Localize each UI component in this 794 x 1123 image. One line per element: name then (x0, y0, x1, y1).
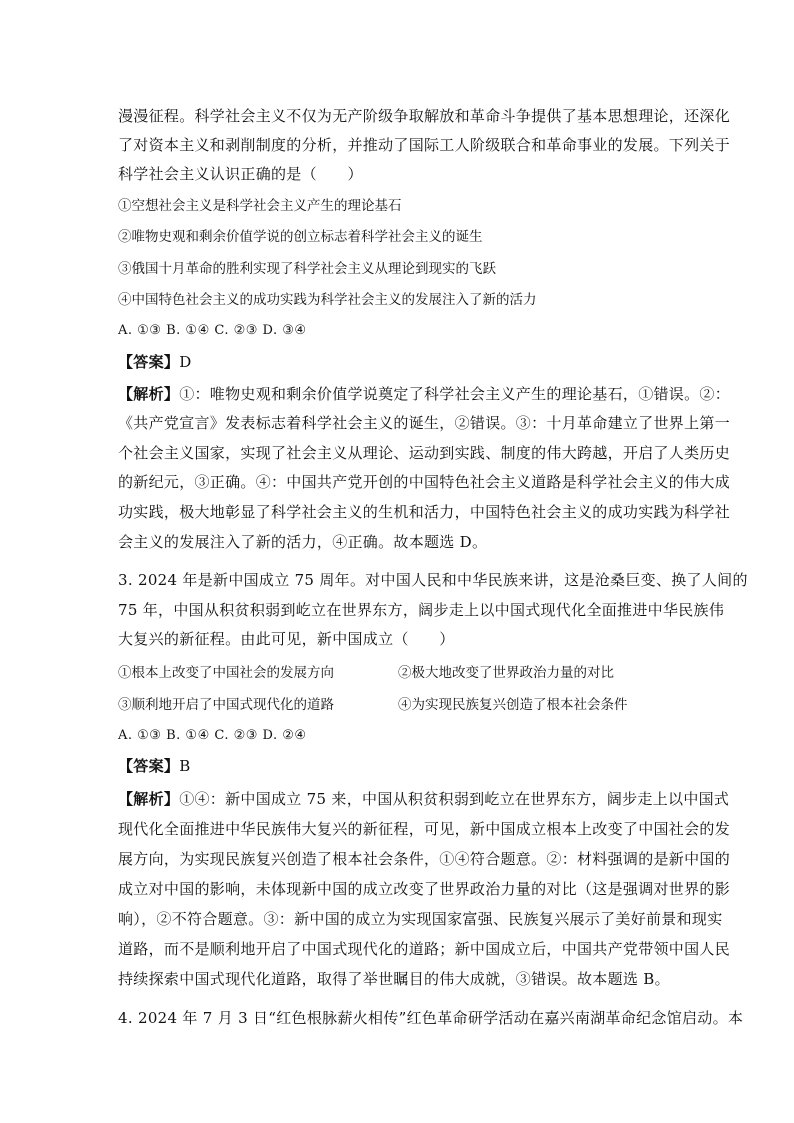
q2-analysis-line-2: 《共产党宣言》发表标志着科学社会主义的诞生，②错误。③：十月革命建立了世界上第一 (118, 414, 731, 432)
q3-analysis-line-4: 成立对中国的影响，未体现新中国的成立改变了世界政治力量的对比（这是强调对世界的影 (118, 880, 731, 898)
q2-option-3: ③俄国十月革命的胜利实现了科学社会主义从理论到现实的飞跃 (118, 261, 496, 277)
q3-option-1: ①根本上改变了中国社会的发展方向 (118, 665, 334, 681)
q2-analysis-label: 【解析】 (118, 385, 180, 403)
q3-analysis-line-6: 道路，而不是顺利地开启了中国式现代化的道路；新中国成立后，中国共产党带领中国人民 (118, 940, 731, 958)
q3-analysis-label: 【解析】 (118, 790, 180, 808)
q3-option-3: ③顺利地开启了中国式现代化的道路 (118, 697, 334, 713)
q2-stem-line-3: 科学社会主义认识正确的是（ ） (118, 165, 363, 183)
q2-answer-value: D (179, 353, 192, 371)
q2-analysis-text-1: ①：唯物史观和剩余价值学说奠定了科学社会主义产生的理论基石，①错误。②： (179, 385, 731, 403)
q2-answer-label: 【答案】 (118, 353, 180, 371)
q3-analysis-line-5: 响），②不符合题意。③：新中国的成立为实现国家富强、民族复兴展示了美好前景和现实 (118, 910, 723, 928)
q3-choices: A. ①③ B. ①④ C. ②③ D. ②④ (118, 728, 307, 743)
q2-analysis-line-6: 会主义的发展注入了新的活力，④正确。故本题选 D。 (118, 533, 488, 551)
q2-analysis-line-1 (118, 384, 731, 404)
q3-option-2: ②极大地改变了世界政治力量的对比 (398, 665, 614, 681)
q2-analysis-line-3: 个社会主义国家，实现了社会主义从理论、运动到实践、制度的伟大跨越，开启了人类历史 (118, 444, 731, 462)
q2-answer (118, 352, 678, 372)
q2-option-1: ①空想社会主义是科学社会主义产生的理论基石 (118, 198, 402, 214)
q3-analysis-line-2: 现代化全面推进中华民族伟大复兴的新征程，可见，新中国成立根本上改变了中国社会的发 (118, 820, 731, 838)
q3-analysis-text-1: ①④：新中国成立 75 来，中国从积贫积弱到屹立在世界东方，阔步走上以中国式 (179, 790, 730, 808)
q3-analysis-line-7: 持续探索中国式现代化道路，取得了举世瞩目的伟大成就，③错误。故本题选 B。 (118, 970, 670, 988)
q2-option-4: ④中国特色社会主义的成功实践为科学社会主义的发展注入了新的活力 (118, 292, 537, 308)
q3-stem-line-2: 75 年，中国从积贫积弱到屹立在世界东方，阔步走上以中国式现代化全面推进中华民族伟 (118, 601, 725, 619)
q3-analysis-line-1 (118, 789, 730, 809)
q4-stem-line-1: 4. 2024 年 7 月 3 日“红色根脉薪火相传”红色革命研学活动在嘉兴南湖革命纪念馆启动。本 (118, 1009, 744, 1027)
q2-analysis-line-5: 功实践，极大地彰显了科学社会主义的生机和活力，中国特色社会主义的成功实践为科学社 (118, 503, 731, 521)
q2-choices: A. ①③ B. ①④ C. ②③ D. ③④ (118, 323, 307, 338)
q3-analysis-line-3: 展方向，为实现民族复兴创造了根本社会条件，①④符合题意。②：材料强调的是新中国的 (118, 850, 731, 868)
q3-stem-line-1: 3. 2024 年是新中国成立 75 周年。对中国人民和中华民族来讲，这是沧桑巨变、换了人间的 (118, 571, 748, 589)
q2-analysis-line-4: 的新纪元，③正确。④：中国共产党开创的中国特色社会主义道路是科学社会主义的伟大成 (118, 473, 731, 491)
q3-option-4: ④为实现民族复兴创造了根本社会条件 (398, 697, 628, 713)
q2-option-2: ②唯物史观和剩余价值学说的创立标志着科学社会主义的诞生 (118, 229, 483, 245)
q3-stem-line-3: 大复兴的新征程。由此可见，新中国成立（ ） (118, 630, 455, 648)
q3-answer-label: 【答案】 (118, 757, 180, 775)
q3-answer (118, 756, 678, 776)
q2-stem-line-1: 漫漫征程。科学社会主义不仅为无产阶级争取解放和革命斗争提供了基本思想理论，还深化 (118, 107, 731, 125)
q2-stem-line-2: 了对资本主义和剥削制度的分析，并推动了国际工人阶级联合和革命事业的发展。下列关于 (118, 136, 731, 154)
q3-answer-value: B (179, 757, 191, 775)
